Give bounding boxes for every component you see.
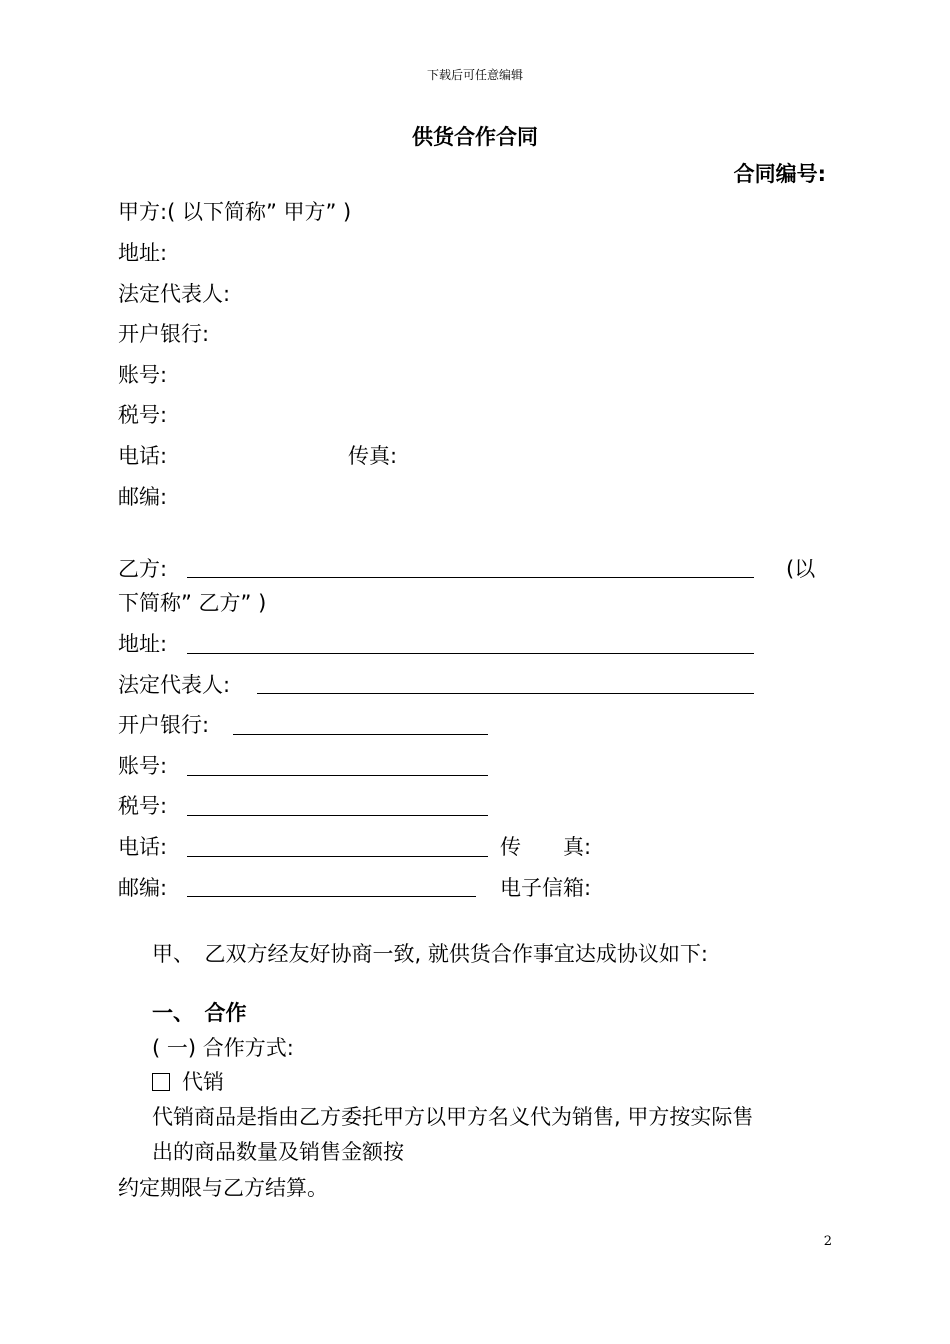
option-consignment	[152, 1067, 224, 1097]
party-b-alias-line2: 下简称” 乙方” )	[118, 591, 267, 615]
checkbox-icon[interactable]	[152, 1073, 170, 1091]
party-b-postcode: 邮编:	[118, 876, 168, 900]
party-b-address: 地址:	[118, 632, 168, 656]
party-b-address-blank[interactable]	[187, 653, 754, 654]
party-a-postcode: 邮编:	[118, 485, 168, 509]
party-a-phone: 电话:	[118, 444, 168, 468]
party-b-fax: 传 真:	[500, 835, 592, 859]
party-a-legal-rep: 法定代表人:	[118, 282, 231, 306]
party-a-fax: 传真:	[348, 444, 398, 468]
party-a-intro: 甲方:( 以下简称” 甲方” )	[118, 200, 352, 224]
section-1-heading: 一、 合作	[152, 1001, 247, 1025]
consignment-para-line-2: 出的商品数量及销售金额按	[152, 1140, 404, 1164]
contract-number-label: 合同编号:	[733, 162, 826, 186]
section-1-sub-1: ( 一) 合作方式:	[152, 1036, 294, 1060]
page-header: 下载后可任意编辑	[426, 68, 523, 82]
party-b-bank-blank[interactable]	[233, 734, 488, 735]
party-b-bank: 开户银行:	[118, 713, 210, 737]
party-b-tax-no: 税号:	[118, 794, 168, 818]
party-b-account: 账号:	[118, 754, 168, 778]
party-b-email: 电子信箱:	[500, 876, 592, 900]
party-b-label: 乙方:	[118, 557, 168, 581]
party-b-phone: 电话:	[118, 835, 168, 859]
party-b-phone-blank[interactable]	[187, 856, 488, 857]
option-consignment-label: 代销	[182, 1070, 224, 1094]
party-b-name-blank[interactable]	[187, 577, 754, 578]
page-number: 2	[823, 1234, 832, 1249]
party-b-account-blank[interactable]	[187, 775, 488, 776]
party-a-tax-no: 税号:	[118, 403, 168, 427]
consignment-para-line-1: 代销商品是指由乙方委托甲方以甲方名义代为销售, 甲方按实际售	[152, 1105, 754, 1129]
party-a-bank: 开户银行:	[118, 322, 210, 346]
party-b-legal-rep: 法定代表人:	[118, 673, 231, 697]
agreement-intro: 甲、 乙双方经友好协商一致, 就供货合作事宜达成协议如下:	[152, 942, 708, 966]
party-b-tax-no-blank[interactable]	[187, 815, 488, 816]
document-title: 供货合作合同	[412, 125, 538, 149]
party-b-legal-rep-blank[interactable]	[257, 693, 754, 694]
party-a-account: 账号:	[118, 363, 168, 387]
party-b-alias-tail: (以	[786, 557, 816, 581]
party-b-postcode-blank[interactable]	[187, 896, 476, 897]
party-a-address: 地址:	[118, 241, 168, 265]
consignment-para-line-3: 约定期限与乙方结算。	[118, 1176, 328, 1200]
